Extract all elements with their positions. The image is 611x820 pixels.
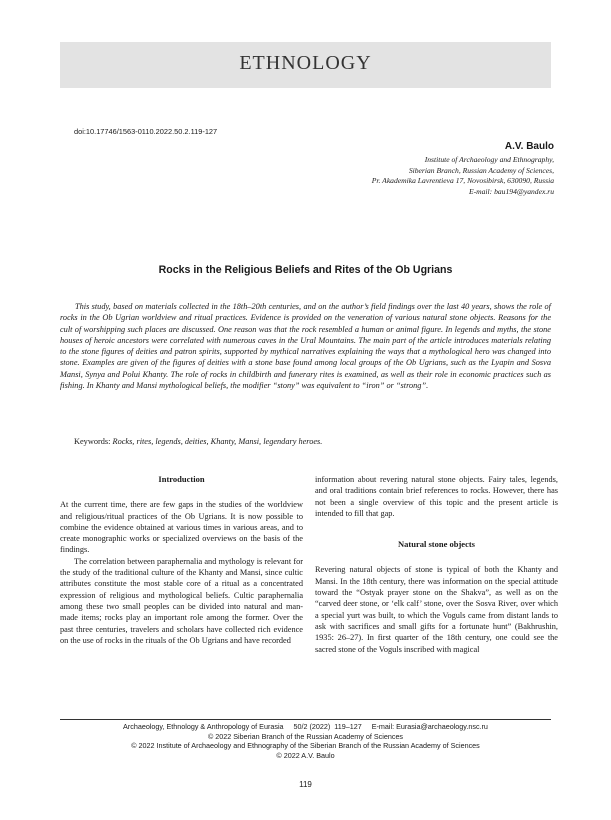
keywords — [74, 437, 322, 446]
paragraph: At the current time, there are few gaps in the studies of the worldview and religious/ritual practices of the Ob Ugrians. It is now possible to combine the evidence obtained at various times in various areas, and to create monographic works or specialized overviews on the basis of the findings. — [60, 500, 303, 555]
footer-copyright: © 2022 A.V. Baulo — [276, 751, 335, 761]
author-email: E-mail: bau194@yandex.ru — [468, 186, 554, 196]
paragraph: The correlation between paraphernalia and mythology is relevant for the study of the traditional culture of the Khanty and Mansi, since cultic attributes constitute the most stable core of a ritual as a concentrated expression of religious and mythological beliefs. Cultic paraphernalia among these two small peoples can be divided into natural and man-made items; rocks play an important role among the former. Over the past three centuries, travelers and scholars have collected rich evidence on the use of rocks in the rituals of the Ob Ugrians and have recorded — [60, 556, 303, 645]
author-affiliation — [372, 155, 554, 197]
paragraph: information about revering natural stone objects. Fairy tales, legends, and oral traditions contain brief references to rocks. However, there has not been a single overview of this topic and the present article is intended to fill that gap. — [315, 475, 558, 518]
section-heading-natural-stone: Natural stone objects — [398, 539, 475, 550]
footer-copyright: © 2022 Institute of Archaeology and Ethnography of the Siberian Branch of the Russian Academy of Sciences — [131, 741, 480, 751]
left-column — [60, 474, 303, 646]
affiliation-line: Institute of Archaeology and Ethnography, — [424, 155, 554, 164]
footer-copyright: © 2022 Siberian Branch of the Russian Academy of Sciences — [207, 731, 404, 741]
doi: doi:10.17746/1563-0110.2022.50.2.119-127 — [74, 127, 218, 136]
footer — [60, 722, 551, 761]
abstract: This study, based on materials collected in the 18th–20th centuries, and on the author’s field findings over the last 40 years, shows the role of rocks in the Ob Ugrian worldview and ritual practices. Evidence is provided on the veneration of various natural stone objects. Reasons for the cult of worshipping such places are discussed. One reason was that the rock resembled a human or animal figure. In legends and myths, the stone houses of heroic ancestors were correlated with numerous caves in the Ural Mountains. The main part of the article introduces materials relating to the stone figures of deities and patron spirits, supported by mythical narratives explaining the ways that a mythological hero was changed into stone. Examples are given of the figures of deities with a stone base found among local groups of the Ob Ugrians, such as the Lyapin and Sosva Mansi, Synya and Polui Khanty. The role of rocks in childbirth and funerary rites is examined, as well as their role in economic practices such as fishing. In Khanty and Mansi mythological beliefs, the modifier “stony” was equivalent to “iron” or “strong”. — [60, 302, 551, 390]
section-title: ETHNOLOGY — [239, 52, 372, 74]
keywords-label: Keywords: — [74, 437, 111, 446]
paragraph: Revering natural objects of stone is typical of both the Khanty and Mansi. In the 18th century, there was information on the special attitude toward the “Ostyak prayer stone on the Shakva”, as well as on the “carved deer stone, or ‘elk calf’ stone, over the Sosva River, over which a special yurt was built, to which the Voguls came from distant lands to ask with sacrifices and small gifts for a fortunate hunt” (Bakhrushin, 1935: 26–27). In first quarter of the 18th century, one could see the sacred stone of the Voguls inscribed with magical — [315, 565, 558, 654]
article-title: Rocks in the Religious Beliefs and Rites of the Ob Ugrians — [158, 264, 453, 276]
affiliation-line: Siberian Branch, Russian Academy of Sciences, — [408, 165, 554, 175]
section-heading-introduction: Introduction — [158, 474, 205, 484]
right-column — [315, 474, 558, 655]
affiliation-line: Pr. Akademika Lavrentieva 17, Novosibirsk, 630090, Russia — [371, 176, 554, 186]
page-number: 119 — [299, 780, 312, 789]
keywords-text: Rocks, rites, legends, deities, Khanty, Mansi, legendary heroes. — [112, 437, 323, 446]
footer-journal: Archaeology, Ethnology & Anthropology of Eurasia 50/2 (2022) 119–127 E-mail: Eurasia@archaeology.nsc.ru — [123, 722, 488, 731]
section-banner — [60, 42, 551, 88]
footer-rule — [60, 719, 551, 720]
author-name: A.V. Baulo — [504, 141, 554, 152]
